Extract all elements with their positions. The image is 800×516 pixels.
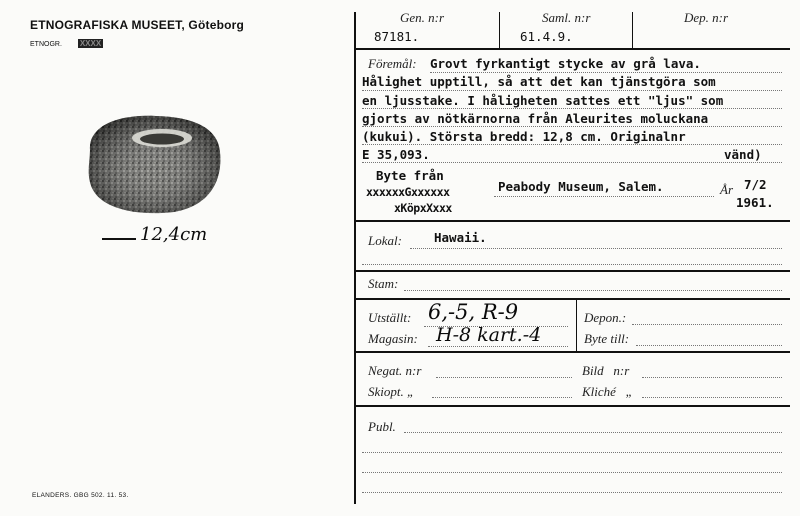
lokal-value: Hawaii. (434, 230, 487, 245)
museum-name: ETNOGRAFISKA MUSEET, Göteborg (30, 18, 245, 32)
byte-year: 1961. (736, 195, 774, 210)
top-sep-2 (632, 12, 633, 48)
museum-header (30, 18, 244, 32)
utstallt-value: 6,-5, R-9 (428, 300, 519, 324)
dep-label: Dep. n:r (684, 10, 729, 25)
printer-footer: ELANDERS. GBG 502. 11. 53. (32, 492, 129, 499)
magasin-value: H-8 kart.-4 (436, 324, 542, 346)
ar-label: År (720, 182, 733, 197)
negat-label: Negat. n:r (368, 363, 422, 378)
gen-value: 87181. (374, 29, 420, 44)
measure-text: 12,4cm (140, 224, 208, 245)
gen-label: Gen. n:r (400, 10, 445, 25)
ar-value: 7/2 (744, 177, 767, 192)
stam-hrule (356, 298, 790, 300)
storage-hrule (356, 351, 790, 353)
lava-stone-photo (78, 108, 226, 216)
etnogr-line (30, 39, 103, 48)
byte-struck-2: xKöpxXxxx (394, 201, 452, 215)
byte-source: Peabody Museum, Salem. (498, 179, 664, 194)
byte-label: Byte från (376, 168, 444, 183)
skiopt-label: Skiopt. „ (368, 384, 415, 399)
saml-value: 61.4.9. (520, 29, 573, 44)
etnogr-label: ETNOGR. (30, 41, 62, 48)
saml-label: Saml. n:r (542, 10, 591, 25)
stam-label: Stam: (368, 276, 399, 291)
storage-vsep (576, 299, 577, 351)
lokal-label: Lokal: (368, 233, 402, 248)
card-divider (354, 12, 356, 504)
negat-hrule (356, 405, 790, 407)
publ-label: Publ. (368, 419, 396, 434)
byte-struck-1: xxxxxxGxxxxxx (366, 185, 450, 199)
lokal-hrule (356, 270, 790, 272)
depon-label: Depon.: (584, 310, 627, 325)
foremal-line-4: gjorts av nötkärnorna från Aleurites moluckana (362, 111, 709, 126)
byte-hrule (356, 220, 790, 222)
magasin-label: Magasin: (368, 331, 418, 346)
foremal-line-1: Grovt fyrkantigt stycke av grå lava. (430, 56, 701, 71)
kliche-label: Kliché „ (582, 384, 633, 399)
byte-till-label: Byte till: (584, 331, 630, 346)
foremal-line-6: E 35,093. (362, 147, 430, 162)
foremal-vand: vänd) (724, 147, 762, 162)
foremal-line-3: en ljusstake. I håligheten sattes ett "ljus" som (362, 93, 724, 108)
top-hrule (356, 48, 790, 50)
etnogr-struck: XXXX (79, 39, 102, 48)
foremal-line-2: Hålighet upptill, så att det kan tjänstgöra som (362, 74, 716, 89)
foremal-line-5: (kukui). Största bredd: 12,8 cm. Originalnr (362, 129, 686, 144)
utstallt-label: Utställt: (368, 310, 412, 325)
foremal-label: Föremål: (368, 56, 417, 71)
measure-line (102, 238, 136, 240)
top-sep-1 (499, 12, 500, 48)
bild-label: Bild n:r (582, 363, 630, 378)
